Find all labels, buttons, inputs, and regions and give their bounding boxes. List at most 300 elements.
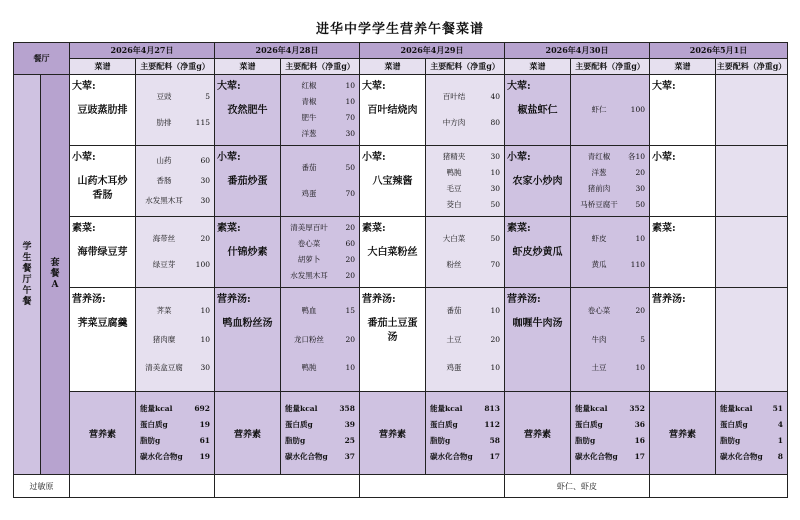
ingredient-list [281,288,359,391]
ingredient-list [716,288,787,391]
ingredients-cell [571,288,650,392]
ingredients-column-header: 主要配料（净重g） [571,59,650,75]
page-title: 进华中学学生营养午餐菜谱 [315,22,484,37]
nutrition-values [571,392,650,475]
dish-column-header: 菜谱 [70,59,136,75]
dish-category: 营养汤: [72,294,106,305]
dish-name: 八宝辣酱 [372,176,413,187]
ingredient-name: 猪精夹 [442,152,466,161]
ingredients-column-header: 主要配料（净重g） [426,59,505,75]
ingredient-weight: 10 [200,306,210,316]
ingredient-name: 鸡蛋 [446,362,462,372]
nutrient-name: 脂肪g [575,436,596,445]
dish-cell [650,288,716,392]
dish-cell [70,288,136,392]
nutrition-row [575,433,645,449]
ingredient-row [285,306,355,316]
allergen-cell [650,475,788,498]
ingredient-list [716,217,787,287]
ingredient-weight: 20 [345,334,355,344]
ingredient-weight: 100 [630,105,645,114]
ingredient-weight: 5 [640,334,645,344]
allergen-label: 过敏原 [14,475,70,498]
dish-name: 大白菜粉丝 [367,247,418,258]
ingredients-cell [426,217,505,288]
ingredient-name: 鸭肫 [446,168,462,177]
nutrient-name: 蛋白质g [430,420,458,429]
dish-category: 素菜: [217,223,241,234]
nutrient-name: 脂肪g [285,436,306,445]
nutrition-row [720,401,783,417]
dish-category: 大荤: [507,81,531,92]
allergen-cell [215,475,360,498]
ingredient-list [716,146,787,216]
ingredient-name: 鸭血 [301,306,317,316]
ingredient-row [285,223,355,233]
nutrient-name: 能量kcal [285,404,318,413]
nutrient-value: 8 [777,452,783,461]
ingredients-cell [136,217,215,288]
ingredient-row [575,335,645,345]
ingredient-weight: 60 [200,156,210,165]
nutrient-name: 能量kcal [720,404,753,413]
ingredient-name: 茭白 [446,200,462,209]
nutrition-row [285,433,355,449]
ingredient-name: 胡萝卜 [297,255,321,264]
ingredient-name: 鸡蛋 [301,189,317,199]
dish-cell [505,217,571,288]
ingredient-name: 水发黑木耳 [290,271,328,280]
dish-column-header: 菜谱 [215,59,281,75]
ingredient-weight: 10 [345,97,355,106]
nutrition-values [716,392,788,475]
ingredient-weight: 100 [195,260,210,270]
ingredient-row [430,335,500,345]
nutrient-name: 碳水化合物g [575,452,618,461]
nutrient-value: 1 [777,436,783,445]
nutrient-name: 能量kcal [575,404,608,413]
date-header: 2026年4月28日 [215,43,360,59]
nutrition-row [285,449,355,465]
dish-cell [650,146,716,217]
nutrition-row [720,449,783,465]
ingredients-cell [281,75,360,146]
ingredient-weight: 20 [635,306,645,316]
ingredient-row [430,118,500,128]
ingredient-weight: 20 [635,168,645,177]
dish-category: 营养汤: [652,294,686,305]
nutrition-row [140,433,210,449]
nutrient-name: 能量kcal [430,404,463,413]
set-label [41,75,70,475]
ingredient-weight: 20 [200,233,210,243]
ingredient-name: 猪肉糜 [152,334,176,344]
ingredient-name: 土豆 [446,334,462,344]
ingredient-row [285,271,355,281]
dish-cell [215,75,281,146]
nutrition-row [720,417,783,433]
nutrition-row [720,433,783,449]
allergen-cell [360,475,505,498]
ingredient-row [285,129,355,139]
ingredient-list [426,146,504,216]
ingredient-list [571,217,649,287]
ingredient-weight: 70 [345,189,355,199]
ingredients-cell [281,217,360,288]
nutrient-name: 蛋白质g [285,420,313,429]
nutrient-name: 蛋白质g [575,420,603,429]
ingredient-name: 百叶结 [442,91,466,101]
ingredient-row [575,200,645,210]
dish-name: 鸭血粉丝汤 [222,318,273,329]
dish-category: 素菜: [507,223,531,234]
ingredient-row [575,105,645,115]
ingredient-name: 清美厚百叶 [290,223,328,232]
ingredient-weight: 10 [490,168,500,177]
ingredient-name: 香肠 [156,176,172,185]
ingredients-cell [716,288,788,392]
nutrition-label: 营养素 [505,392,571,475]
ingredient-row [575,306,645,316]
ingredient-row [285,97,355,107]
side-label [14,75,41,475]
ingredient-name: 中方肉 [442,118,466,128]
ingredient-row [140,306,210,316]
ingredient-row [140,363,210,373]
ingredient-name: 猪前肉 [587,184,611,193]
dish-category: 大荤: [362,81,386,92]
nutrition-values [136,392,215,475]
ingredient-row [140,156,210,166]
ingredients-cell [716,75,788,146]
dish-category: 素菜: [72,223,96,234]
ingredient-row [430,306,500,316]
ingredient-name: 番茄 [446,306,462,316]
ingredient-weight: 40 [490,91,500,101]
ingredient-row [575,363,645,373]
ingredient-name: 虾仁 [591,105,607,114]
nutrient-name: 碳水化合物g [720,452,763,461]
ingredient-weight: 60 [345,239,355,248]
dish-category: 素菜: [652,223,676,234]
ingredient-name: 卷心菜 [587,306,611,316]
nutrition-row [430,433,500,449]
ingredient-weight: 30 [490,184,500,193]
nutrient-value: 36 [634,420,645,429]
ingredients-cell [136,288,215,392]
dish-column-header: 菜谱 [650,59,716,75]
ingredient-row [285,113,355,123]
nutrient-name: 碳水化合物g [430,452,473,461]
ingredient-row [140,92,210,102]
nutrient-name: 脂肪g [140,436,161,445]
ingredient-weight: 30 [200,362,210,372]
ingredient-name: 虾皮 [591,233,607,243]
nutrient-name: 碳水化合物g [285,452,328,461]
ingredient-weight: 20 [345,271,355,280]
ingredient-name: 绿豆芽 [152,260,176,270]
nutrient-value: 61 [199,436,210,445]
nutrition-row [575,401,645,417]
nutrition-values [281,392,360,475]
ingredient-weight: 10 [200,334,210,344]
ingredient-name: 山药 [156,156,172,165]
ingredient-name: 青红椒 [587,152,611,161]
ingredient-name: 粉丝 [446,260,462,270]
ingredient-weight: 115 [195,118,210,128]
dish-cell [650,75,716,146]
dish-column-header: 菜谱 [505,59,571,75]
dish-name: 虾皮炒黄瓜 [512,247,563,258]
dish-category: 营养汤: [362,294,396,305]
ingredient-row [430,152,500,162]
ingredient-list [281,217,359,287]
ingredient-list [281,75,359,145]
dish-category: 素菜: [362,223,386,234]
dish-name: 孜然肥牛 [227,105,268,116]
nutrient-value: 813 [484,404,500,413]
nutrient-value: 17 [634,452,645,461]
nutrient-name: 能量kcal [140,404,173,413]
ingredients-cell [281,288,360,392]
dish-category: 小荤: [217,152,241,163]
ingredient-name: 土豆 [591,362,607,372]
dish-cell [360,146,426,217]
ingredient-row [430,260,500,270]
nutrition-list [136,392,214,474]
dish-name: 百叶结烧肉 [367,105,418,116]
ingredient-name: 肋排 [156,118,172,128]
set-label-text: 套餐A [50,258,60,290]
ingredient-weight: 50 [635,200,645,209]
dish-category: 小荤: [652,152,676,163]
ingredient-row [140,176,210,186]
nutrition-row [140,401,210,417]
ingredient-name: 洋葱 [591,168,607,177]
ingredient-weight: 10 [345,362,355,372]
side-label-text: 学生餐厅午餐 [22,241,32,307]
nutrition-label: 营养素 [650,392,716,475]
dish-cell [650,217,716,288]
dish-category: 小荤: [362,152,386,163]
nutrient-value: 16 [634,436,645,445]
ingredient-weight: 10 [490,362,500,372]
date-header: 2026年4月27日 [70,43,215,59]
ingredient-name: 大白菜 [442,233,466,243]
ingredient-weight: 20 [345,255,355,264]
ingredient-name: 番茄 [301,162,317,172]
date-header: 2026年4月29日 [360,43,505,59]
ingredient-list [426,217,504,287]
ingredient-row [430,363,500,373]
ingredient-weight: 20 [345,223,355,232]
dish-name: 咖喱牛肉汤 [512,318,563,329]
ingredients-cell [571,217,650,288]
ingredient-row [140,335,210,345]
ingredient-name: 洋葱 [301,129,317,138]
nutrition-values [426,392,505,475]
nutrient-name: 蛋白质g [140,420,168,429]
ingredient-weight: 110 [630,260,645,270]
dish-category: 小荤: [507,152,531,163]
dish-category: 大荤: [217,81,241,92]
ingredient-weight: 70 [490,260,500,270]
dish-cell [215,217,281,288]
nutrient-value: 358 [339,404,355,413]
date-header: 2026年5月1日 [650,43,788,59]
ingredients-column-header: 主要配料（净重g） [716,59,788,75]
ingredients-cell [136,75,215,146]
dish-name: 番茄炒蛋 [227,176,268,187]
nutrient-value: 39 [344,420,355,429]
nutrient-value: 692 [194,404,210,413]
nutrient-value: 37 [344,452,355,461]
ingredient-weight: 10 [345,81,355,90]
dish-cell [505,288,571,392]
ingredient-weight: 30 [345,129,355,138]
ingredient-row [285,255,355,265]
dish-cell [360,288,426,392]
ingredient-name: 红椒 [301,81,317,90]
nutrition-label: 营养素 [70,392,136,475]
ingredient-weight: 70 [345,113,355,122]
ingredient-name: 青椒 [301,97,317,106]
nutrient-value: 4 [777,420,783,429]
ingredient-weight: 30 [200,176,210,185]
ingredient-name: 黄瓜 [591,260,607,270]
nutrition-list [281,392,359,474]
ingredient-name: 海带丝 [152,233,176,243]
ingredient-name: 豆豉 [156,91,172,101]
ingredient-weight: 10 [490,306,500,316]
ingredient-row [140,234,210,244]
ingredient-row [430,184,500,194]
dish-category: 营养汤: [507,294,541,305]
nutrient-value: 51 [772,404,783,413]
ingredient-row [430,168,500,178]
corner-cell: 餐厅 [14,43,70,75]
dish-cell [505,146,571,217]
ingredient-list [571,75,649,145]
nutrition-row [430,401,500,417]
ingredient-list [136,146,214,216]
dish-name: 海带绿豆芽 [77,247,128,258]
ingredient-weight: 10 [635,233,645,243]
ingredient-name: 肥牛 [301,113,317,122]
dish-name: 豆豉蒸肋排 [77,105,128,116]
nutrition-row [575,417,645,433]
ingredients-cell [281,146,360,217]
ingredient-list [426,75,504,145]
dish-cell [215,288,281,392]
ingredient-list [136,75,214,145]
dish-column-header: 菜谱 [360,59,426,75]
ingredients-cell [716,146,788,217]
allergen-cell: 虾仁、虾皮 [505,475,650,498]
dish-name: 山药木耳炒香肠 [77,176,128,201]
ingredient-list [426,288,504,391]
ingredients-column-header: 主要配料（净重g） [281,59,360,75]
dish-name: 农家小炒肉 [512,176,563,187]
dish-category: 小荤: [72,152,96,163]
nutrition-list [426,392,504,474]
ingredient-weight: 30 [200,196,210,205]
ingredient-row [285,239,355,249]
ingredient-list [571,288,649,391]
allergen-cell [70,475,215,498]
ingredients-cell [426,75,505,146]
ingredient-row [285,363,355,373]
ingredient-row [575,260,645,270]
ingredient-list [716,75,787,145]
ingredient-weight: 50 [490,233,500,243]
ingredients-cell [426,146,505,217]
ingredient-weight: 5 [205,91,210,101]
nutrient-value: 112 [484,420,500,429]
nutrient-value: 19 [199,420,210,429]
dish-category: 大荤: [72,81,96,92]
ingredients-cell [426,288,505,392]
nutrition-row [575,449,645,465]
nutrition-list [716,392,787,474]
dish-cell [70,146,136,217]
nutrition-label: 营养素 [215,392,281,475]
ingredient-row [430,234,500,244]
nutrition-row [140,449,210,465]
ingredient-weight: 20 [490,334,500,344]
ingredient-name: 龙口粉丝 [294,334,324,344]
dish-cell [70,217,136,288]
ingredient-name: 荠菜 [156,306,172,316]
ingredient-row [575,152,645,162]
ingredients-cell [716,217,788,288]
ingredient-list [571,146,649,216]
dish-cell [505,75,571,146]
dish-name: 什锦炒素 [227,247,268,258]
dish-cell [360,75,426,146]
dish-name: 椒盐虾仁 [517,105,558,116]
ingredient-name: 卷心菜 [297,239,321,248]
nutrient-value: 58 [489,436,500,445]
nutrition-label: 营养素 [360,392,426,475]
ingredient-name: 鸭肫 [301,362,317,372]
ingredient-name: 马桥豆腐干 [580,200,618,209]
nutrition-row [430,417,500,433]
ingredient-row [575,184,645,194]
ingredient-row [575,168,645,178]
dish-category: 营养汤: [217,294,251,305]
dish-cell [215,146,281,217]
ingredients-cell [136,146,215,217]
ingredient-row [140,118,210,128]
ingredient-row [285,81,355,91]
nutrient-value: 25 [344,436,355,445]
nutrient-name: 脂肪g [720,436,741,445]
dish-cell [360,217,426,288]
ingredient-weight: 30 [490,152,500,161]
menu-table [13,42,788,498]
nutrition-list [571,392,649,474]
ingredient-row [285,189,355,199]
dish-name: 荠菜豆腐羹 [77,318,128,329]
date-header: 2026年4月30日 [505,43,650,59]
ingredient-name: 牛肉 [591,334,607,344]
ingredient-list [136,288,214,391]
ingredient-weight: 50 [345,162,355,172]
ingredient-weight: 15 [345,306,355,316]
nutrient-value: 19 [199,452,210,461]
nutrition-row [285,401,355,417]
